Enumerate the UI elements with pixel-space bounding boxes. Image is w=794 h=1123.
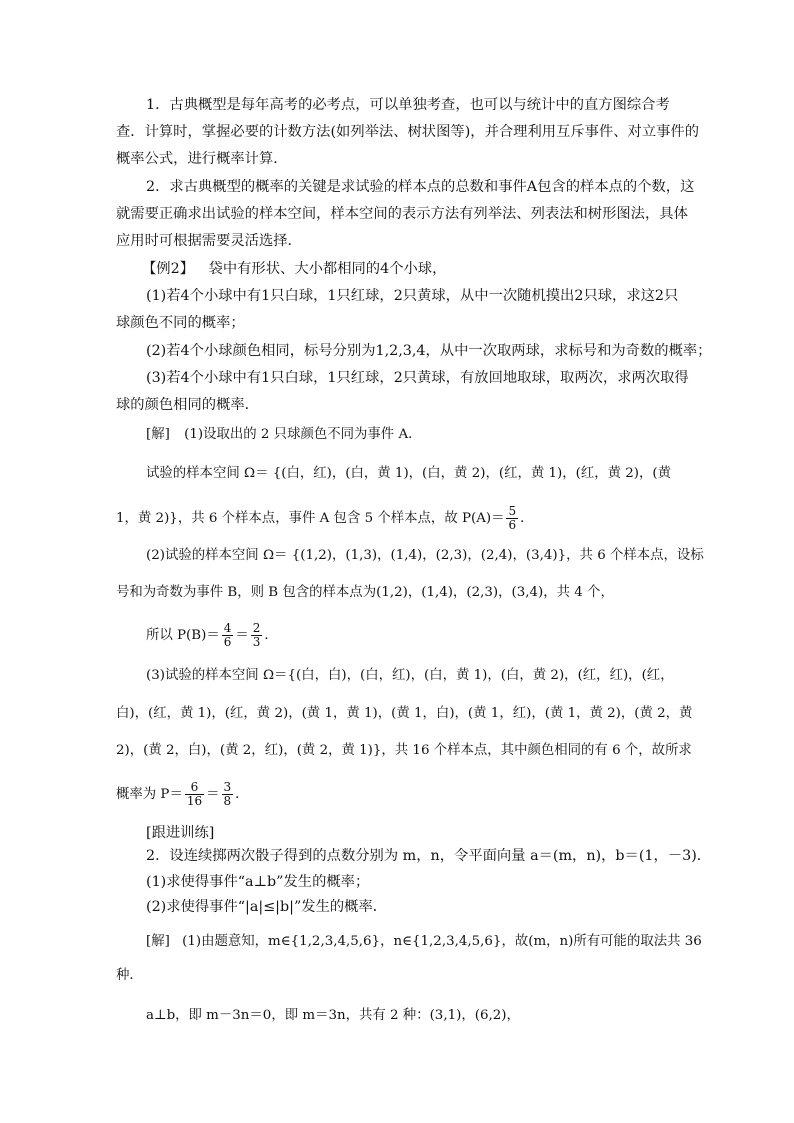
fraction-denominator: 6: [223, 635, 232, 649]
equals-sign: ＝: [206, 787, 220, 802]
example-q2-line1: (2)若4个小球颜色相同，标号分别为1,2,3,4，从中一次取两球，求标号和为奇数的概率；: [146, 343, 712, 359]
intro-p2-line1: 2．求古典概型的概率的关键是求试验的样本点的总数和事件A包含的样本点的个数，这: [146, 179, 695, 195]
example-heading: [142, 259, 446, 279]
solution-s3-line2: 白)，(红，黄 1)，(红，黄 2)，(黄 1，黄 1)，(黄 1，白)，(黄 1，红)，(黄 1，黄 2)，(黄 2，黄: [116, 706, 693, 721]
intro-p2-line2: 就需要正确求出试验的样本空间，样本空间的表示方法有列举法、列表法和树形图法，具体: [116, 206, 688, 222]
fraction-numerator: 5: [508, 504, 517, 518]
follow-up-sol1-line3: a⊥b，即 m－3n＝0，即 m＝3n，共有 2 种：(3,1)，(6,2)，: [146, 1008, 520, 1023]
follow-up-stem: 2．设连续掷两次骰子得到的点数分别为 m，n，令平面向量 a＝(m，n)，b＝(1，－3)．: [146, 848, 712, 864]
solution-heading: [146, 425, 422, 445]
fraction-4-6: [222, 622, 234, 649]
fraction-numerator: 4: [223, 621, 232, 635]
solution-s1-end: ．: [520, 511, 534, 526]
fraction-numerator: 2: [252, 621, 261, 635]
solution-s1-text: 1，黄 2)}，共 6 个样本点，事件 A 包含 5 个样本点，故 P(A)＝: [116, 511, 505, 526]
fraction-3-8: [222, 781, 234, 808]
example-tag: 【例2】: [142, 261, 194, 277]
fraction-numerator: 3: [223, 780, 232, 794]
solution-s1-space-line2: [116, 505, 534, 532]
example-q3-line1: (3)若4个小球中有1只白球，1只红球，2只黄球，有放回地取球，取两次，求两次取得: [146, 370, 689, 386]
fraction-denominator: 8: [223, 794, 232, 808]
solution-s2-line2: 号和为奇数为事件 B，则 B 包含的样本点为(1,2)，(1,4)，(2,3)，(3,4)，共 4 个，: [116, 585, 614, 600]
fraction-denominator: 3: [252, 635, 261, 649]
solution-s1-intro: (1)设取出的 2 只球颜色不同为事件 A．: [184, 427, 422, 442]
fraction-numerator: 6: [185, 781, 204, 795]
example-q1-line1: (1)若4个小球中有1只白球，1只红球，2只黄球，从中一次随机摸出2只球，求这2只: [146, 288, 679, 304]
intro-p1-line2: 查．计算时，掌握必要的计数方法(如列举法、树状图等)，并合理利用互斥事件、对立事件的: [116, 124, 700, 140]
equals-sign: ＝: [235, 628, 249, 643]
follow-up-sol1-line2: 种．: [116, 968, 143, 983]
solution-s3-prefix: 概率为 P＝: [116, 787, 183, 802]
solution-s3-line3: 2)，(黄 2，白)，(黄 2，红)，(黄 2，黄 1)}，共 16 个样本点，其中颜色相同的有 6 个，故所求: [116, 743, 692, 758]
fraction-denominator: 16: [186, 794, 203, 808]
follow-up-q2: (2)求使得事件“|a|≤|b|”发生的概率．: [146, 899, 388, 915]
follow-up-tag: [跟进训练]: [146, 825, 215, 841]
solution-tag: [解]: [146, 427, 170, 442]
intro-p2-line3: 应用时可根据需要灵活选择．: [116, 233, 302, 249]
example-q1-line2: 球颜色不同的概率；: [116, 315, 245, 331]
solution-s3-line1: (3)试验的样本空间 Ω＝{(白，白)，(白，红)，(白，黄 1)，(白，黄 2)，(红，红)，(红，: [146, 668, 674, 683]
example-stem: 袋中有形状、大小都相同的4个小球，: [208, 261, 447, 277]
solution-s2-line3: [146, 622, 278, 649]
follow-up-q1: (1)求使得事件“a⊥b”发生的概率；: [146, 874, 370, 890]
follow-up-solution-line1: [146, 932, 702, 952]
fraction-6-16: [185, 781, 204, 808]
intro-p1-line3: 概率公式，进行概率计算．: [116, 151, 288, 167]
solution-s3-end: ．: [235, 787, 249, 802]
fraction-denominator: 6: [508, 518, 517, 532]
follow-up-solution-tag: [解]: [146, 934, 170, 949]
solution-s1-space-line1: 试验的样本空间 Ω＝ {(白，红)，(白，黄 1)，(白，黄 2)，(红，黄 1)，(红，黄 2)，(黄: [146, 466, 672, 481]
follow-up-sol1-text: (1)由题意知，m∈{1,2,3,4,5,6}，n∈{1,2,3,4,5,6}，故(m，n)所有可能的取法共 36: [182, 934, 702, 949]
fraction-5-6: [506, 505, 518, 532]
fraction-2-3: [251, 622, 263, 649]
example-q3-line2: 球的颜色相同的概率．: [116, 397, 259, 413]
solution-s2-line1: (2)试验的样本空间 Ω＝ {(1,2)，(1,3)，(1,4)，(2,3)，(2,4)，(3,4)}，共 6 个样本点，设标: [146, 548, 704, 563]
solution-s3-line4: [116, 781, 249, 808]
solution-s2-prefix: 所以 P(B)＝: [146, 628, 220, 643]
intro-p1-line1: 1．古典概型是每年高考的必考点，可以单独考查，也可以与统计中的直方图综合考: [146, 97, 670, 113]
solution-s2-end: ．: [264, 628, 278, 643]
